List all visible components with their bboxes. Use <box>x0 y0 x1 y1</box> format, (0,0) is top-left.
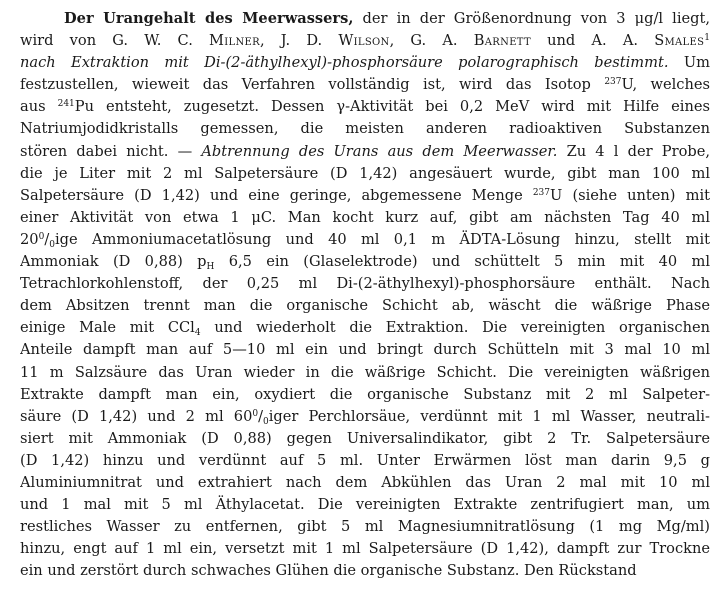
text-line <box>20 317 710 339</box>
superscript: 241 <box>57 99 75 110</box>
text-line <box>20 295 710 317</box>
text-run: Um <box>668 54 710 72</box>
text-run: U, welches <box>621 76 710 94</box>
text-run: ige Ammoniumacetatlösung und 40 ml 0,1 m ÄDTA-Lösung hinzu, stellt mit <box>54 230 710 248</box>
text-line <box>20 538 710 560</box>
text-run: ein und zerstört durch schwaches Glühen die organische Substanz. Den Rückstand <box>20 562 637 580</box>
italic-run: nach Extraktion mit Di-(2-äthylhexyl)-phosphorsäure polarographisch bestimmt. <box>20 54 669 72</box>
author-name: Barnett <box>473 32 531 50</box>
author-name: Smales <box>654 32 705 50</box>
text-run: und wiederholt die Extraktion. Die vereinigten organischen <box>200 319 710 337</box>
text-run: (D 1,42) hinzu und verdünnt auf 5 ml. Unter Erwärmen löst man darin 9,5 g <box>20 451 710 469</box>
text-line <box>20 141 710 163</box>
text-line <box>20 362 710 384</box>
superscript: 0 <box>38 231 45 242</box>
superscript: 0 <box>252 408 259 419</box>
superscript: 237 <box>604 77 622 88</box>
text-line <box>20 96 710 118</box>
text-line <box>20 560 710 582</box>
text-line <box>20 8 710 30</box>
text-run: U (siehe unten) mit <box>550 186 710 204</box>
text-line <box>20 472 710 494</box>
text-line <box>20 52 710 74</box>
text-run: / <box>258 407 264 425</box>
subscript: H <box>206 262 215 273</box>
text-line <box>20 185 710 207</box>
text-run: einige Male mit CCl <box>20 319 195 337</box>
text-run: , G. A. <box>389 32 474 50</box>
text-run: / <box>44 230 50 248</box>
text-line <box>20 207 710 229</box>
superscript: 237 <box>532 187 551 198</box>
text-run: Natriumjodidkristalls gemessen, die meisten anderen radioaktiven Substanzen <box>20 120 710 138</box>
bold-run: Der Urangehalt des Meerwassers, <box>64 10 354 27</box>
text-run: , J. D. <box>259 32 339 50</box>
superscript: 1 <box>704 33 710 44</box>
subscript: 0 <box>49 239 55 250</box>
text-line <box>20 273 710 295</box>
text-run: und A. A. <box>530 32 655 50</box>
text-line <box>20 494 710 516</box>
text-line <box>20 428 710 450</box>
text-line <box>20 450 710 472</box>
text-run: Salpetersäure (D 1,42) und eine geringe, abgemessene Menge <box>20 186 533 204</box>
text-line <box>20 384 710 406</box>
text-run: die je Liter mit 2 ml Salpetersäure (D 1,42) angesäuert wurde, gibt man 100 ml <box>20 164 710 182</box>
text-run: wird von G. W. C. <box>20 32 210 50</box>
text-run: restliches Wasser zu entfernen, gibt 5 ml Magnesiumnitratlösung (1 mg Mg/ml) <box>20 518 710 536</box>
text-line <box>20 229 710 251</box>
text-run: iger Perchlorsäue, verdünnt mit 1 ml Wasser, neutrali- <box>268 407 710 425</box>
text-run: stören dabei nicht. — <box>20 142 202 160</box>
text-run: aus <box>20 98 58 116</box>
document-page <box>20 8 710 582</box>
text-run: 6,5 ein (Glaselektrode) und schüttelt 5 min mit 40 ml <box>214 253 710 271</box>
author-name: Wilson <box>338 32 390 50</box>
text-run: säure (D 1,42) und 2 ml 60 <box>20 407 253 425</box>
text-line <box>20 74 710 96</box>
body-paragraph <box>20 8 710 582</box>
text-run: und 1 mal mit 5 ml Äthylacetat. Die vereinigten Extrakte zentrifugiert man, um <box>20 496 710 514</box>
text-line <box>20 406 710 428</box>
text-run: Tetrachlorkohlenstoff, der 0,25 ml Di-(2-äthylhexyl)-phosphorsäure enthält. Nach <box>20 275 710 293</box>
text-run: 11 m Salzsäure das Uran wieder in die wäßrige Schicht. Die vereinigten wäßrigen <box>20 363 710 381</box>
text-line <box>20 339 710 361</box>
subscript: 0 <box>263 416 269 427</box>
text-run: Pu entsteht, zugesetzt. Dessen γ-Aktivität bei 0,2 MeV wird mit Hilfe eines <box>74 98 710 116</box>
text-run: Extrakte dampft man ein, oxydiert die organische Substanz mit 2 ml Salpeter- <box>20 385 710 403</box>
text-run: dem Absitzen trennt man die organische Schicht ab, wäscht die wäßrige Phase <box>20 297 710 315</box>
author-name: Milner <box>209 32 260 50</box>
text-line <box>20 118 710 140</box>
text-line <box>20 163 710 185</box>
text-run: der in der Größenordnung von 3 μg/l liegt, <box>353 10 710 27</box>
text-run: 20 <box>20 230 39 248</box>
italic-run: Abtrennung des Urans aus dem Meerwasser. <box>201 142 558 160</box>
text-run: Anteile dampft man auf 5—10 ml ein und bringt durch Schütteln mit 3 mal 10 ml <box>20 341 710 359</box>
text-line <box>20 251 710 273</box>
text-run: Ammoniak (D 0,88) p <box>20 253 207 271</box>
subscript: 4 <box>194 328 201 339</box>
text-line <box>20 516 710 538</box>
text-run: Zu 4 l der Probe, <box>557 142 710 160</box>
text-run: Aluminiumnitrat und extrahiert nach dem Abkühlen das Uran 2 mal mit 10 ml <box>20 473 710 491</box>
text-run: hinzu, engt auf 1 ml ein, versetzt mit 1 ml Salpetersäure (D 1,42), dampft zur Trockne <box>20 540 710 558</box>
text-run: einer Aktivität von etwa 1 μC. Man kocht kurz auf, gibt am nächsten Tag 40 ml <box>20 208 710 226</box>
text-run: festzustellen, wieweit das Verfahren vollständig ist, wird das Isotop <box>20 76 605 94</box>
text-run: siert mit Ammoniak (D 0,88) gegen Universalindikator, gibt 2 Tr. Salpetersäure <box>20 429 710 447</box>
text-line <box>20 30 710 52</box>
